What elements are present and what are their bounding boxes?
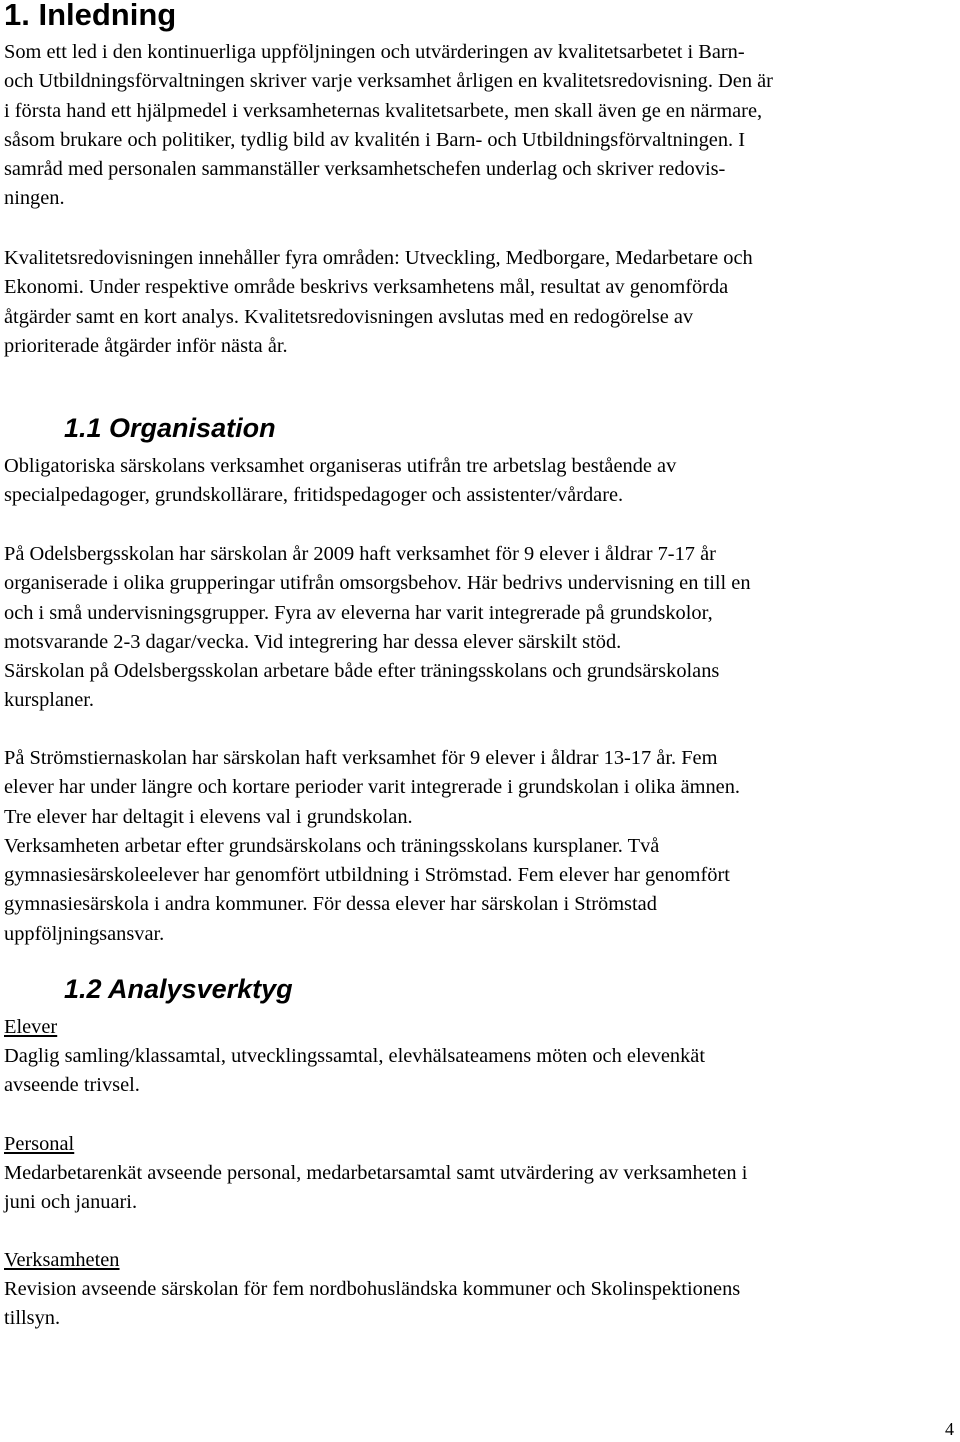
page-number: 4 xyxy=(945,1419,954,1439)
text-line: Tre elever har deltagit i elevens val i grundskolan. xyxy=(4,805,413,828)
organisation-paragraph-2 xyxy=(4,540,954,716)
text-line: tillsyn. xyxy=(4,1307,61,1330)
text-line: avseende trivsel. xyxy=(4,1074,140,1097)
text-line: och Utbildningsförvaltningen skriver varje verksamhet årligen en kvalitetsredovisning. Den är xyxy=(4,70,773,93)
text-line: elever har under längre och kortare perioder varit integrerade i grundskolan i olika ämnen. xyxy=(4,776,741,799)
subheading-personal: Personal xyxy=(4,1133,75,1155)
section-heading-analysverktyg: 1.2 Analysverktyg xyxy=(64,974,293,1004)
text-line: uppföljningsansvar. xyxy=(4,922,165,945)
text-line: kursplaner. xyxy=(4,689,95,712)
text-line: På Strömstiernaskolan har särskolan haft verksamhet för 9 elever i åldrar 13-17 år. Fem xyxy=(4,747,718,769)
intro-paragraph-2 xyxy=(4,244,954,361)
verksamheten-paragraph xyxy=(4,1275,954,1334)
text-line: ningen. xyxy=(4,187,65,210)
text-line: organiserade i olika grupperingar utifrån omsorgsbehov. Här bedrivs undervisning en till en xyxy=(4,572,751,595)
text-line: Särskolan på Odelsbergsskolan arbetare både efter träningsskolans och grundsärskolans xyxy=(4,660,720,683)
text-line: Obligatoriska särskolans verksamhet organiseras utifrån tre arbetslag bestående av xyxy=(4,455,677,477)
text-line: motsvarande 2-3 dagar/vecka. Vid integrering har dessa elever särskilt stöd. xyxy=(4,630,622,653)
text-line: Kvalitetsredovisningen innehåller fyra områden: Utveckling, Medborgare, Medarbetare och xyxy=(4,247,753,269)
text-line: såsom brukare och politiker, tydlig bild av kvalitén i Barn- och Utbildningsförvaltningen. I xyxy=(4,128,746,151)
text-line: Verksamheten arbetar efter grundsärskolans och träningsskolans kursplaner. Två xyxy=(4,834,660,857)
chapter-heading: 1. Inledning xyxy=(4,0,177,32)
subheading-verksamheten: Verksamheten xyxy=(4,1249,120,1271)
text-line: På Odelsbergsskolan har särskolan år 2009 haft verksamhet för 9 elever i åldrar 7-17 år xyxy=(4,543,716,565)
text-line: Ekonomi. Under respektive område beskrivs verksamhetens mål, resultat av genomförda xyxy=(4,276,729,299)
text-line: gymnasiesärskoleelever har genomfört utbildning i Strömstad. Fem elever har genomfört xyxy=(4,864,730,887)
text-line: specialpedagoger, grundskollärare, fritidspedagoger och assistenter/vårdare. xyxy=(4,484,624,507)
subheading-elever: Elever xyxy=(4,1016,58,1038)
section-heading-organisation: 1.1 Organisation xyxy=(64,413,276,443)
text-line: juni och januari. xyxy=(4,1191,138,1214)
text-line: Daglig samling/klassamtal, utvecklingssamtal, elevhälsateamens möten och elevenkät xyxy=(4,1045,706,1067)
text-line: Revision avseende särskolan för fem nordbohusländska kommuner och Skolinspektionens xyxy=(4,1278,741,1300)
organisation-paragraph-3 xyxy=(4,744,954,949)
intro-paragraph-1 xyxy=(4,38,954,214)
elever-paragraph xyxy=(4,1042,954,1101)
text-line: prioriterade åtgärder inför nästa år. xyxy=(4,334,288,357)
text-line: Som ett led i den kontinuerliga uppföljningen och utvärderingen av kvalitetsarbetet i Barn- xyxy=(4,41,745,63)
text-line: och i små undervisningsgrupper. Fyra av eleverna har varit integrerade på grundskolor, xyxy=(4,601,713,624)
text-line: i första hand ett hjälpmedel i verksamheternas kvalitetsarbete, men skall även ge en närmare, xyxy=(4,99,763,122)
organisation-paragraph-1 xyxy=(4,452,954,511)
text-line: samråd med personalen sammanställer verksamhetschefen underlag och skriver redovis- xyxy=(4,158,726,181)
text-line: gymnasiesärskola i andra kommuner. För dessa elever har särskolan i Strömstad xyxy=(4,893,657,916)
text-line: Medarbetarenkät avseende personal, medarbetarsamtal samt utvärdering av verksamheten i xyxy=(4,1162,748,1184)
personal-paragraph xyxy=(4,1159,954,1218)
text-line: åtgärder samt en kort analys. Kvalitetsredovisningen avslutas med en redogörelse av xyxy=(4,305,694,328)
